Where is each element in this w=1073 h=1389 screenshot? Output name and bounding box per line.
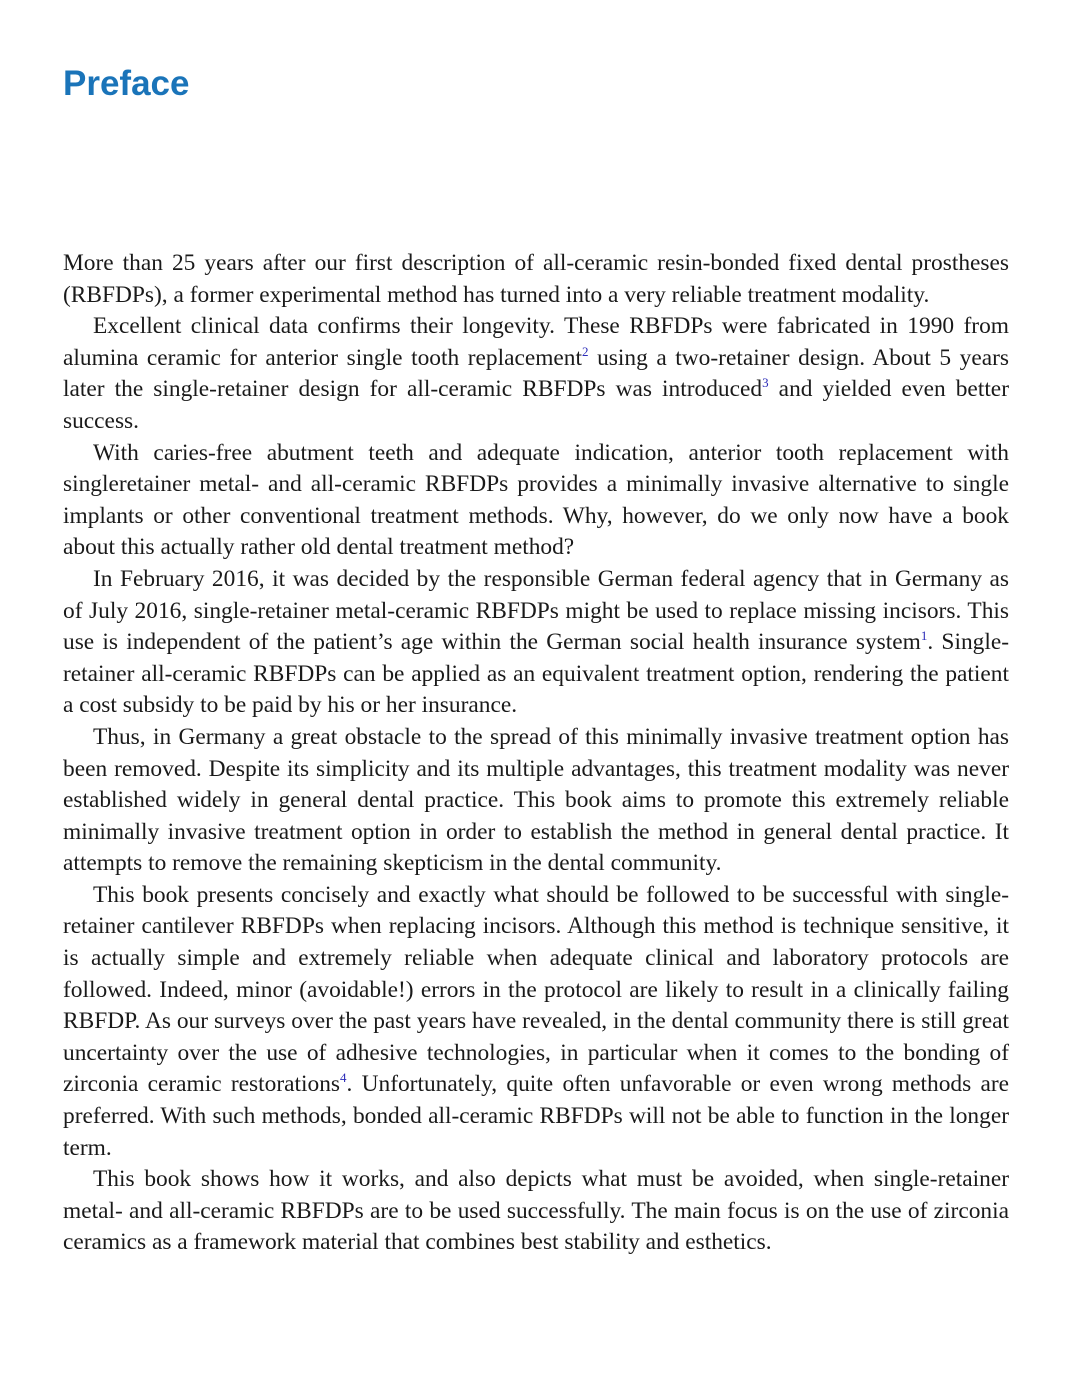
- paragraph-text: With caries-free abutment teeth and adequate indication, anterior tooth replacement with singleretainer metal- and all-ceramic RBFDPs provides a minimally invasive alternative to single implants or other conventional treatment methods. Why, however, do we only now have a book about this actually rather old dental treatment method?: [63, 439, 1009, 561]
- reference-link[interactable]: 4: [340, 1070, 347, 1086]
- paragraph-text: In February 2016, it was decided by the responsible German federal agency that in Germany as of July 2016, single-retainer metal-ceramic RBFDPs might be used to replace missing incisors. This use is independent of the patient’s age within the German social health insurance system: [63, 565, 1009, 656]
- paragraph-text: This book presents concisely and exactly what should be followed to be successful with single-retainer cantilever RBFDPs when replacing incisors. Although this method is technique sensitive, it is actually simple and extremely reliable when adequate clinical and laboratory protocols are followed. Indeed, minor (avoidable!) errors in the protocol are likely to result in a clinically failing RBFDP. As our surveys over the past years have revealed, in the dental community there is still great uncertainty over the use of adhesive technologies, in particular when it comes to the bonding of zirconia ceramic restorations: [63, 881, 1009, 1098]
- reference-link[interactable]: 2: [582, 343, 589, 359]
- page-title: Preface: [63, 64, 190, 103]
- paragraph: [63, 438, 1009, 564]
- body-text: [63, 248, 1009, 1259]
- paragraph: [63, 311, 1009, 437]
- paragraph-text: . Unfortunately, quite often unfavorable or even wrong methods are preferred. With such methods, bonded all-ceramic RBFDPs will not be able to function in the longer term.: [63, 1071, 1009, 1161]
- paragraph-text: using a two-retainer design. About 5 years later the single-retainer design for all-ceramic RBFDPs was introduced: [63, 344, 1009, 403]
- paragraph-text: More than 25 years after our first description of all-ceramic resin-bonded fixed dental prostheses (RBFDPs), a former experimental method has turned into a very reliable treatment modality.: [63, 250, 1009, 308]
- paragraph: [63, 248, 1009, 311]
- reference-link[interactable]: 1: [920, 628, 928, 644]
- paragraph: [63, 880, 1009, 1164]
- paragraph: [63, 722, 1009, 880]
- paragraph-text: Thus, in Germany a great obstacle to the spread of this minimally invasive treatment option has been removed. Despite its simplicity and its multiple advantages, this treatment modality was never established widely in general dental practice. This book aims to promote this extremely reliable minimally invasive treatment option in order to establish the method in general dental practice. It attempts to remove the remaining skepticism in the dental community.: [63, 723, 1009, 877]
- paragraph-text: . Single-retainer all-ceramic RBFDPs can be applied as an equivalent treatment option, rendering the patient a cost subsidy to be paid by his or her insurance.: [63, 629, 1010, 719]
- paragraph: [63, 564, 1009, 722]
- paragraph-text: Excellent clinical data confirms their longevity. These RBFDPs were fabricated in 1990 from alumina ceramic for anterior single tooth replacement: [63, 313, 1009, 371]
- paragraph-text: and yielded even better success.: [63, 376, 1009, 434]
- paragraph-text: This book shows how it works, and also depicts what must be avoided, when single-retainer metal- and all-ceramic RBFDPs are to be used successfully. The main focus is on the use of zirconia ceramics as a framework material that combines best stability and esthetics.: [63, 1166, 1009, 1256]
- reference-link[interactable]: 3: [762, 375, 769, 391]
- paragraph: [63, 1164, 1009, 1259]
